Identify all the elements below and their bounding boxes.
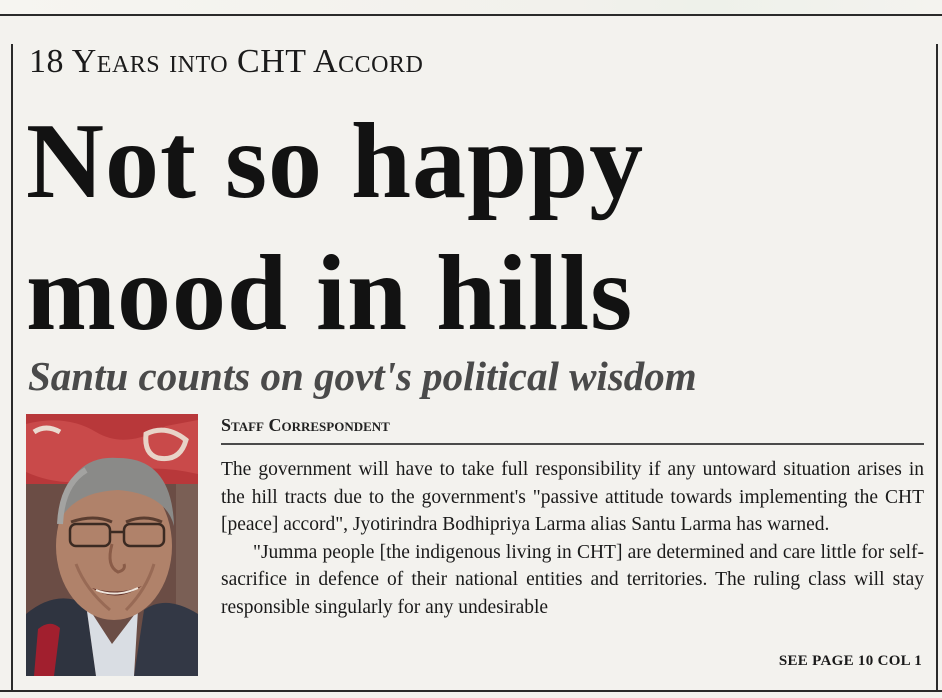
paragraph-1: The government will have to take full responsibility if any untoward situation arises in the hill tracts due to the government's "passive attitude towards implementing the CHT [peace] accord", Jyotirindra Bodhipriya Larma alias Santu Larma has warned. bbox=[221, 459, 924, 535]
byline: Staff Correspondent bbox=[221, 415, 390, 435]
bottom-rule bbox=[0, 690, 942, 692]
kicker: 18 Years into CHT Accord bbox=[29, 43, 424, 80]
top-rule bbox=[0, 14, 942, 16]
continuation-link[interactable]: SEE PAGE 10 COL 1 bbox=[778, 653, 922, 669]
headline-line-1: Not so happy bbox=[26, 102, 645, 221]
headline bbox=[26, 96, 926, 360]
right-column-rule bbox=[936, 44, 938, 692]
article-body bbox=[221, 456, 924, 621]
subhead: Santu counts on govt's political wisdom bbox=[28, 353, 697, 399]
paragraph-2: "Jumma people [the indigenous living in CHT] are determined and care little for self-sacrifice in defence of their national entities and territories. The ruling class will stay responsible singularly for any undesirable bbox=[221, 541, 924, 618]
byline-rule bbox=[221, 443, 924, 445]
portrait-photo bbox=[26, 414, 198, 676]
headline-line-2: mood in hills bbox=[26, 234, 634, 353]
left-column-rule bbox=[11, 44, 13, 692]
top-strip bbox=[0, 0, 942, 14]
